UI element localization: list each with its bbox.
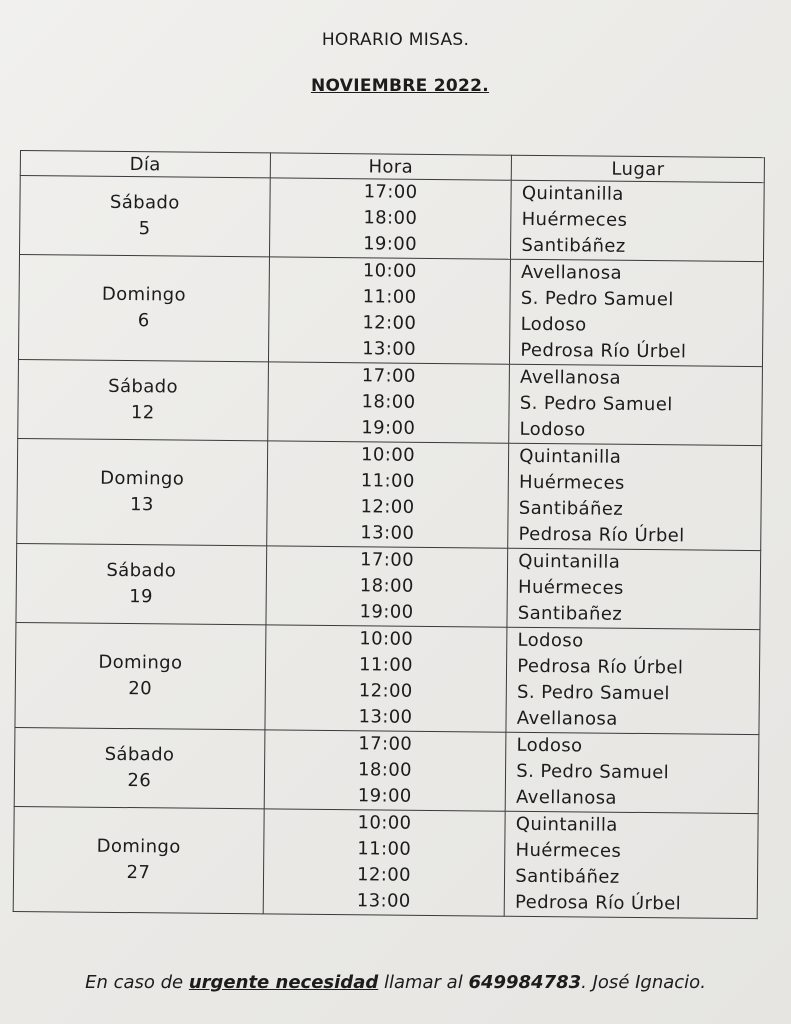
place-entry: S. Pedro Samuel — [519, 392, 673, 416]
hour-entry: 11:00 — [360, 470, 415, 492]
day-date: 13 — [129, 494, 154, 516]
table-row — [19, 176, 764, 262]
day-name: Sábado — [109, 191, 180, 214]
hour-entry: 10:00 — [361, 444, 416, 466]
hour-entry: 19:00 — [359, 601, 414, 623]
hour-entry: 12:00 — [360, 496, 415, 518]
hour-cell — [268, 257, 511, 364]
footer-note — [0, 972, 791, 993]
place-entry: Pedrosa Río Úrbel — [517, 655, 684, 679]
hour-entry: 12:00 — [358, 680, 413, 702]
place-entry: Lodoso — [516, 734, 583, 757]
place-entry: Pedrosa Río Úrbel — [514, 891, 682, 915]
footer-suffix: . José Ignacio. — [581, 972, 706, 993]
place-entry: Avellanosa — [516, 707, 618, 730]
hour-entry: 18:00 — [361, 391, 416, 413]
place-entry: Santibáñez — [515, 865, 620, 888]
schedule-body — [13, 176, 764, 919]
hour-cell — [266, 546, 508, 627]
place-cell — [507, 548, 760, 629]
document-title: HORARIO MISAS. — [321, 30, 470, 50]
hour-entry: 19:00 — [363, 233, 418, 255]
day-name: Domingo — [100, 467, 185, 490]
place-entry: Quintanilla — [521, 182, 624, 205]
place-entry: Avellanosa — [515, 786, 618, 809]
day-date: 19 — [129, 586, 154, 608]
day-cell — [15, 622, 266, 729]
column-header-hour: Hora — [270, 153, 512, 180]
hour-entry: 19:00 — [357, 785, 412, 807]
hour-entry: 12:00 — [356, 864, 412, 886]
hour-cell — [267, 362, 509, 443]
day-date: 27 — [126, 862, 151, 884]
document-subtitle: NOVIEMBRE 2022. — [310, 76, 490, 96]
place-entry: Huérmeces — [518, 471, 625, 494]
place-entry: Santibañez — [517, 602, 623, 625]
place-entry: Lodoso — [519, 418, 586, 441]
place-entry: Pedrosa Río Úrbel — [518, 523, 685, 547]
place-cell — [509, 364, 762, 445]
place-entry: S. Pedro Samuel — [516, 760, 670, 784]
hour-cell — [269, 178, 511, 259]
hour-cell — [264, 730, 506, 811]
hour-entry: 18:00 — [363, 207, 418, 229]
place-entry: Huérmeces — [517, 576, 624, 599]
place-entry: Quintanilla — [515, 813, 618, 836]
footer-middle: llamar al — [378, 972, 469, 993]
hour-entry: 11:00 — [357, 838, 412, 860]
footer-urgent: urgente necesidad — [188, 972, 379, 993]
day-name: Domingo — [101, 283, 187, 306]
hour-entry: 17:00 — [359, 549, 415, 571]
hour-entry: 17:00 — [361, 365, 416, 387]
place-entry: S. Pedro Samuel — [516, 681, 670, 705]
place-cell — [505, 732, 758, 813]
hour-entry: 11:00 — [358, 654, 414, 676]
day-date: 6 — [137, 310, 150, 332]
hour-cell — [263, 809, 506, 916]
column-header-day: Día — [20, 151, 270, 178]
place-entry: Quintanilla — [518, 550, 621, 573]
hour-entry: 10:00 — [359, 628, 414, 650]
day-date: 5 — [138, 218, 151, 240]
hour-entry: 17:00 — [363, 181, 418, 203]
place-entry: Huérmeces — [515, 839, 622, 862]
hour-entry: 10:00 — [357, 812, 412, 834]
place-cell — [511, 180, 764, 261]
hour-entry: 13:00 — [360, 522, 415, 544]
day-cell — [16, 543, 266, 624]
place-entry: Lodoso — [517, 629, 584, 652]
hour-entry: 10:00 — [362, 260, 417, 282]
place-entry: Avellanosa — [520, 366, 622, 389]
place-cell — [510, 259, 764, 366]
table-row — [14, 727, 759, 813]
day-cell — [14, 727, 264, 808]
place-cell — [504, 811, 758, 918]
day-name: Sábado — [108, 375, 179, 398]
table-row — [18, 254, 763, 366]
day-cell — [18, 359, 268, 440]
day-cell — [18, 254, 269, 361]
footer-prefix: En caso de — [85, 972, 189, 993]
day-name: Domingo — [98, 651, 183, 674]
hour-entry: 17:00 — [358, 733, 413, 755]
day-name: Sábado — [106, 559, 177, 582]
place-entry: Santibáñez — [521, 234, 626, 257]
hour-entry: 12:00 — [362, 312, 417, 334]
place-cell — [506, 627, 760, 734]
day-cell — [13, 806, 264, 913]
place-entry: Lodoso — [520, 313, 587, 336]
mass-schedule-table — [13, 150, 765, 919]
hour-entry: 11:00 — [362, 286, 417, 308]
hour-cell — [266, 441, 509, 548]
day-name: Sábado — [104, 743, 175, 766]
place-entry: Pedrosa Río Úrbel — [520, 339, 687, 363]
place-entry: Avellanosa — [521, 261, 623, 284]
day-date: 20 — [128, 678, 153, 700]
place-entry: Huérmeces — [521, 208, 628, 231]
footer-phone: 649984783 — [468, 972, 582, 993]
table-row — [16, 543, 761, 629]
hour-entry: 13:00 — [358, 706, 413, 728]
table-row — [18, 359, 763, 445]
table-row — [13, 806, 758, 918]
schedule-table-wrapper — [13, 150, 765, 919]
hour-entry: 18:00 — [357, 759, 413, 781]
day-name: Domingo — [96, 835, 181, 858]
place-cell — [508, 443, 762, 550]
hour-entry: 19:00 — [361, 417, 416, 439]
hour-entry: 13:00 — [356, 890, 411, 912]
day-date: 26 — [127, 770, 152, 792]
hour-entry: 13:00 — [362, 338, 417, 360]
day-cell — [17, 438, 268, 545]
hour-entry: 18:00 — [359, 575, 414, 597]
column-header-place: Lugar — [511, 155, 764, 182]
place-entry: Santibáñez — [518, 497, 624, 520]
table-row — [15, 622, 760, 734]
place-entry: S. Pedro Samuel — [520, 287, 674, 311]
day-date: 12 — [130, 402, 155, 424]
place-entry: Quintanilla — [519, 445, 622, 468]
table-row — [17, 438, 762, 550]
day-cell — [19, 176, 269, 257]
hour-cell — [265, 625, 508, 732]
